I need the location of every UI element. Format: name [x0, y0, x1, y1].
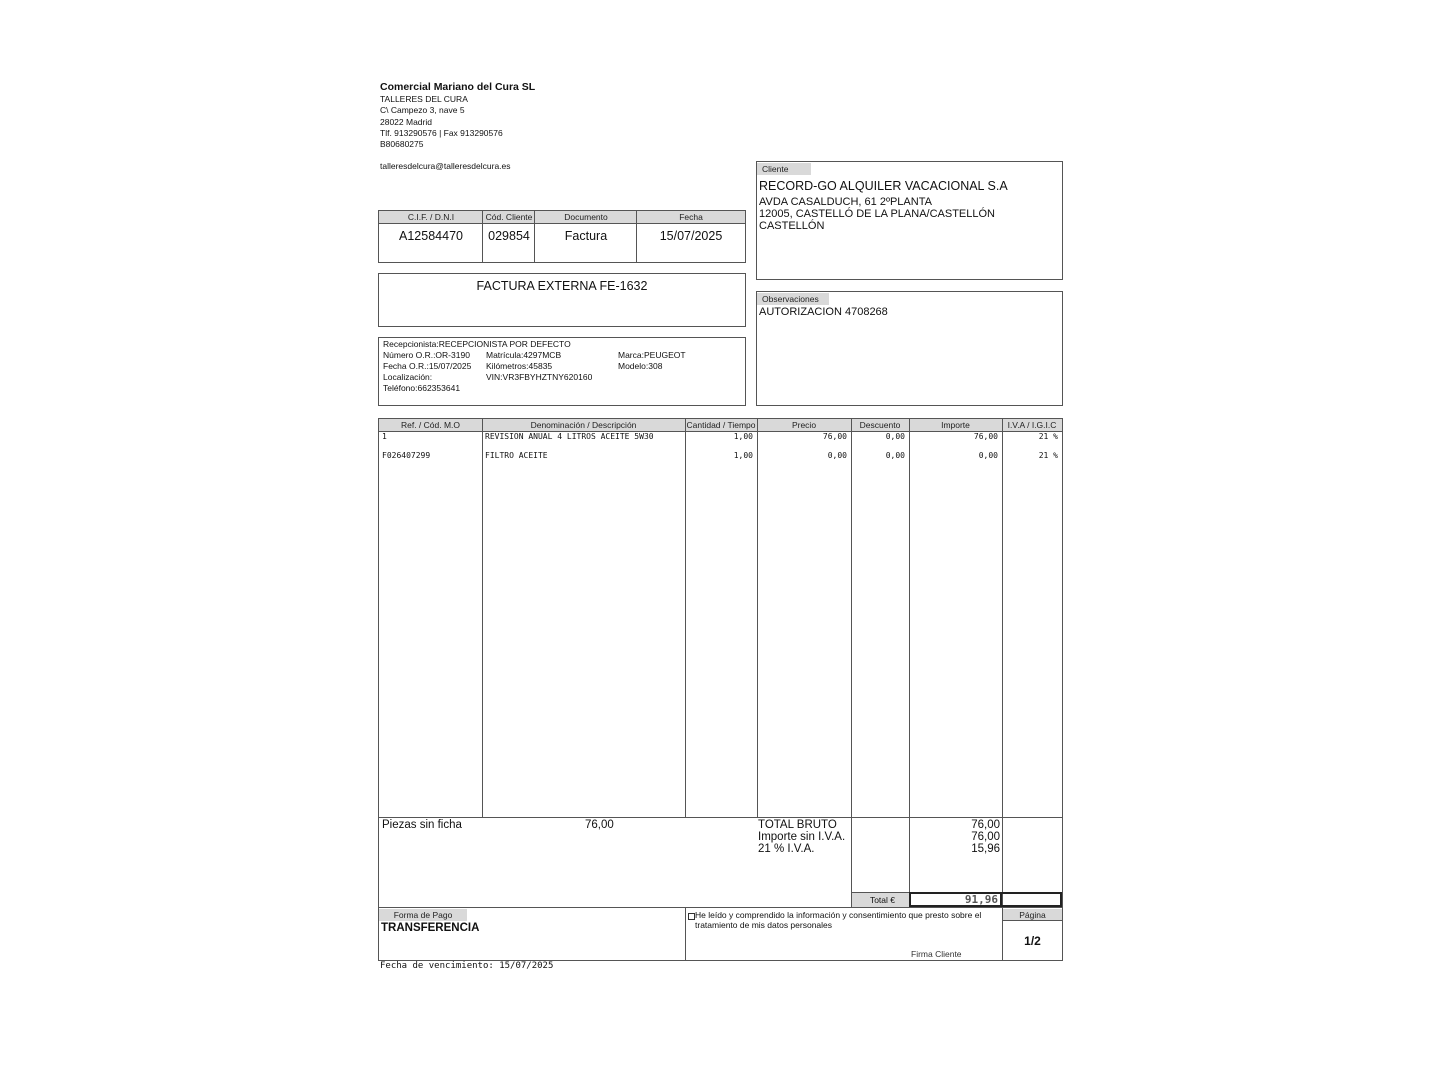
- fecha-value: 15/07/2025: [659, 229, 723, 243]
- firma-cliente-label: Firma Cliente: [911, 949, 962, 959]
- row-ref: 1: [382, 432, 387, 441]
- piezas-sin-ficha-value: 76,00: [585, 819, 614, 831]
- pagina-label: Página: [1003, 909, 1062, 921]
- client-address-line: CASTELLÓN: [759, 220, 825, 232]
- importe-sin-iva-label: Importe sin I.V.A.: [758, 831, 846, 843]
- header-cif: C.I.F. / D.N.I: [407, 212, 455, 222]
- col-header-vat: I.V.A / I.G.I.C: [1007, 420, 1057, 430]
- col-header-price: Precio: [791, 420, 817, 430]
- pagina-value: 1/2: [1024, 934, 1041, 948]
- telefono: Teléfono:662353641: [383, 383, 461, 393]
- company-header: [380, 80, 720, 150]
- total-value: 91,96: [909, 892, 1002, 907]
- cod-cliente-value: 029854: [488, 229, 530, 243]
- row-vat: 21 %: [1038, 451, 1058, 460]
- row-price: 0,00: [827, 451, 847, 460]
- company-name: Comercial Mariano del Cura SL: [380, 81, 536, 93]
- row-price: 76,00: [822, 432, 847, 441]
- company-line: Tlf. 913290576 | Fax 913290576: [380, 127, 503, 138]
- invoice-title: FACTURA EXTERNA FE-1632: [476, 279, 648, 293]
- header-documento: Documento: [564, 212, 608, 222]
- row-vat: 21 %: [1038, 432, 1058, 441]
- items-table: [378, 418, 1063, 908]
- forma-pago-value: TRANSFERENCIA: [381, 922, 480, 934]
- documento-value: Factura: [564, 229, 608, 243]
- iva-value: 15,96: [971, 843, 1000, 855]
- observations-text: AUTORIZACION 4708268: [759, 306, 888, 318]
- row-amount: 0,00: [978, 451, 998, 460]
- col-header-qty: Cantidad / Tiempo: [686, 420, 756, 430]
- row-desc: FILTRO ACEITE: [485, 451, 548, 460]
- row-amount: 76,00: [973, 432, 998, 441]
- vehicle-box: [378, 337, 746, 406]
- row-discount: 0,00: [885, 432, 905, 441]
- total-bruto-value: 76,00: [971, 819, 1000, 831]
- cif-value: A12584470: [399, 229, 463, 243]
- matricula: Matrícula:4297MCB: [486, 350, 562, 360]
- company-line: C\ Campezo 3, nave 5: [380, 105, 465, 116]
- client-box: [756, 161, 1063, 280]
- footer-box: [378, 907, 1063, 961]
- doc-info-box: [378, 210, 746, 263]
- row-qty: 1,00: [733, 432, 753, 441]
- row-desc: REVISION ANUAL 4 LITROS ACEITE 5W30: [485, 432, 654, 441]
- consent-text: He leído y comprendido la información y consentimiento que presto sobre el tratamiento de mis datos personales: [695, 910, 982, 930]
- vin: VIN:VR3FBYHZTNY620160: [486, 372, 593, 382]
- recepcionista: Recepcionista:RECEPCIONISTA POR DEFECTO: [383, 339, 571, 349]
- fecha-vencimiento: Fecha de vencimiento: 15/07/2025: [380, 961, 554, 971]
- iva-label: 21 % I.V.A.: [758, 843, 815, 855]
- company-line: B80680275: [380, 139, 424, 150]
- total-label: Total €: [851, 892, 909, 907]
- localizacion: Localización:: [383, 372, 433, 382]
- modelo: Modelo:308: [618, 361, 663, 371]
- table-row: [379, 432, 1062, 446]
- numero-or: Número O.R.:OR-3190: [383, 350, 470, 360]
- client-name: RECORD-GO ALQUILER VACACIONAL S.A: [759, 179, 1008, 193]
- total-row: [851, 892, 1062, 908]
- client-address-line: AVDA CASALDUCH, 61 2ºPLANTA: [759, 196, 932, 208]
- row-discount: 0,00: [885, 451, 905, 460]
- observations-box: [756, 291, 1063, 406]
- company-email: talleresdelcura@talleresdelcura.es: [380, 161, 511, 171]
- forma-pago-label: Forma de Pago: [379, 909, 467, 921]
- consent-checkbox[interactable]: [688, 913, 695, 920]
- col-header-desc: Denominación / Descripción: [530, 420, 637, 430]
- col-header-discount: Descuento: [859, 420, 901, 430]
- invoice-title-box: [378, 273, 746, 327]
- header-cod-cliente: Cód. Cliente: [485, 212, 533, 222]
- company-line: TALLERES DEL CURA: [380, 94, 468, 104]
- marca: Marca:PEUGEOT: [618, 350, 686, 360]
- observations-label: Observaciones: [757, 293, 829, 305]
- col-header-ref: Ref. / Cód. M.O: [400, 420, 461, 430]
- company-line: 28022 Madrid: [380, 116, 432, 127]
- importe-sin-iva-value: 76,00: [971, 831, 1000, 843]
- row-ref: F026407299: [382, 451, 431, 460]
- col-header-amount: Importe: [941, 420, 970, 430]
- client-label: Cliente: [757, 163, 811, 175]
- client-address-line: 12005, CASTELLÓ DE LA PLANA/CASTELLÓN: [759, 208, 996, 220]
- fecha-or: Fecha O.R.:15/07/2025: [383, 361, 472, 371]
- piezas-sin-ficha-label: Piezas sin ficha: [382, 819, 462, 831]
- table-row: [379, 451, 1062, 465]
- row-qty: 1,00: [733, 451, 753, 460]
- total-bruto-label: TOTAL BRUTO: [758, 819, 837, 831]
- kilometros: Kilómetros:45835: [486, 361, 553, 371]
- header-fecha: Fecha: [679, 212, 703, 222]
